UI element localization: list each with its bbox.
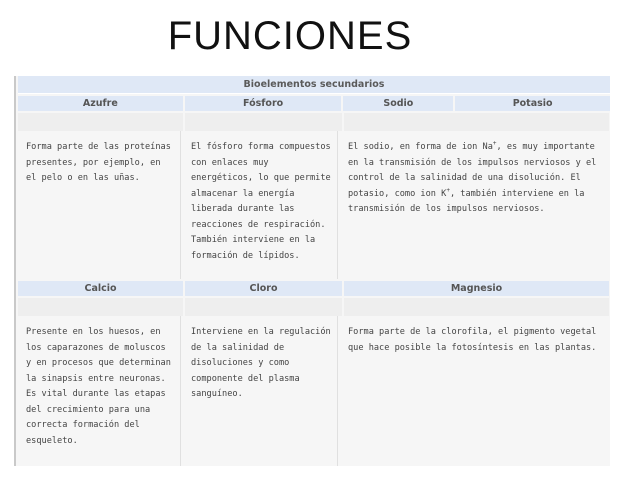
header-cloro: Cloro [185,281,342,296]
content-row-2 [16,316,610,466]
cell-calcio: Presente en los huesos, en los caparazones de moluscos y en procesos que determinan la sinapsis entre neuronas. Es vital durante las etapas del crecimiento para una correcta formación del esqueleto. [16,316,181,466]
content-row-1 [16,131,610,279]
spacer-row-2 [16,298,610,316]
header-magnesio: Magnesio [344,281,609,296]
table-title: Bioelementos secundarios [18,76,610,94]
cell-sodio-potasio: El sodio, en forma de ion Na+, es muy importante en la transmisión de los impulsos nerviosos y el control de la salinidad de una disolución. El potasio, como ion K+, también interviene en la transmisión de los impulsos nerviosos. [348,140,597,214]
header-calcio: Calcio [18,281,183,296]
spacer-row-1 [16,113,610,131]
header-sodio: Sodio [343,96,453,111]
header-row-2 [16,281,610,296]
header-azufre: Azufre [18,96,183,111]
bioelements-table [14,76,610,466]
header-fosforo: Fósforo [185,96,342,111]
cell-magnesio: Forma parte de la clorofila, el pigmento vegetal que hace posible la fotosíntesis en las plantas. [348,327,597,353]
cell-cloro: Interviene en la regulación de la salinidad de disoluciones y como componente del plasma sanguíneo. [181,316,338,466]
header-row-1 [16,96,610,111]
header-potasio: Potasio [455,96,610,111]
cell-fosforo: El fósforo forma compuestos con enlaces muy energéticos, lo que permite almacenar la energía liberada durante las reacciones de respiración. También interviene en la formación de lípidos. [181,131,338,279]
slide-title: FUNCIONES [167,14,413,58]
cell-azufre: Forma parte de las proteínas presentes, por ejemplo, en el pelo o en las uñas. [16,131,181,279]
